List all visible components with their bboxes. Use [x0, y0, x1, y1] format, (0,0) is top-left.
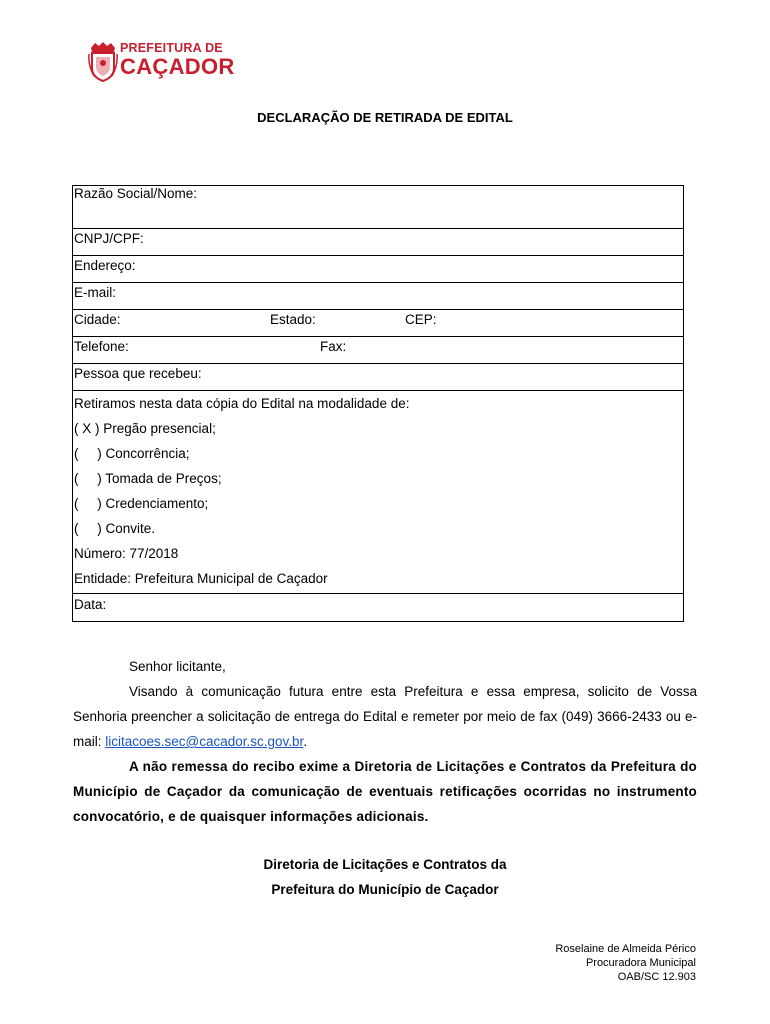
logo-line-2: CAÇADOR — [120, 53, 235, 79]
field-fax: Fax: — [320, 339, 347, 354]
entidade: Entidade: Prefeitura Municipal de Caçador — [74, 571, 328, 586]
coat-of-arms-icon — [88, 40, 118, 82]
field-cnpj[interactable]: CNPJ/CPF: — [73, 229, 684, 256]
logo-line-1: PREFEITURA DE — [120, 41, 223, 55]
salutation: Senhor licitante, — [129, 659, 226, 674]
option-convite[interactable]: ( ) Convite. — [74, 521, 156, 536]
modalidade-cell — [73, 391, 684, 594]
option-credenciamento[interactable]: ( ) Credenciamento; — [74, 496, 209, 511]
field-cidade: Cidade: — [74, 312, 121, 327]
instruction-end: . — [303, 734, 308, 749]
field-telefone: Telefone: — [74, 339, 129, 354]
option-tomada-precos[interactable]: ( ) Tomada de Preços; — [74, 471, 222, 486]
page-title: DECLARAÇÃO DE RETIRADA DE EDITAL — [257, 110, 513, 125]
field-razao-social[interactable]: Razão Social/Nome: — [73, 186, 684, 229]
attorney-block — [555, 942, 696, 984]
field-estado: Estado: — [270, 312, 316, 327]
logo-wordmark — [120, 42, 235, 78]
signature-line-2: Prefeitura do Município de Caçador — [271, 882, 499, 897]
option-concorrencia[interactable]: ( ) Concorrência; — [74, 446, 190, 461]
field-cidade-row[interactable] — [73, 310, 684, 337]
field-email[interactable]: E-mail: — [73, 283, 684, 310]
instruction-paragraph — [73, 679, 697, 754]
warning-paragraph: A não remessa do recibo exime a Diretoria de Licitações e Contratos da Prefeitura do Município de Caçador da comunicação de eventuais retificações ocorridas no instrumento convocatório, e de quaisquer informações adicionais. — [73, 759, 697, 824]
letter-body — [73, 654, 697, 829]
field-data[interactable]: Data: — [73, 594, 684, 622]
field-cep: CEP: — [405, 312, 437, 327]
attorney-role: Procuradora Municipal — [585, 957, 696, 969]
signature-block — [0, 852, 770, 902]
withdrawal-form-table — [72, 185, 684, 622]
instruction-text: Visando à comunicação futura entre esta Prefeitura e essa empresa, solicito de Vossa Senhoria preencher a solicitação de entrega do Edital e remeter por meio de fax (049) 3666-2433 ou e-mail: — [73, 684, 697, 749]
attorney-name: Roselaine de Almeida Périco — [555, 943, 696, 955]
prefeitura-logo — [88, 40, 235, 84]
modalidade-intro: Retiramos nesta data cópia do Edital na modalidade de: — [74, 396, 410, 411]
option-pregao[interactable]: ( X ) Pregão presencial; — [74, 421, 216, 436]
signature-line-1: Diretoria de Licitações e Contratos da — [263, 857, 507, 872]
email-link[interactable]: licitacoes.sec@cacador.sc.gov.br — [105, 734, 304, 749]
numero-edital: Número: 77/2018 — [74, 546, 179, 561]
attorney-oab: OAB/SC 12.903 — [617, 971, 696, 983]
field-endereco[interactable]: Endereço: — [73, 256, 684, 283]
field-telefone-row[interactable] — [73, 337, 684, 364]
field-pessoa[interactable]: Pessoa que recebeu: — [73, 364, 684, 391]
